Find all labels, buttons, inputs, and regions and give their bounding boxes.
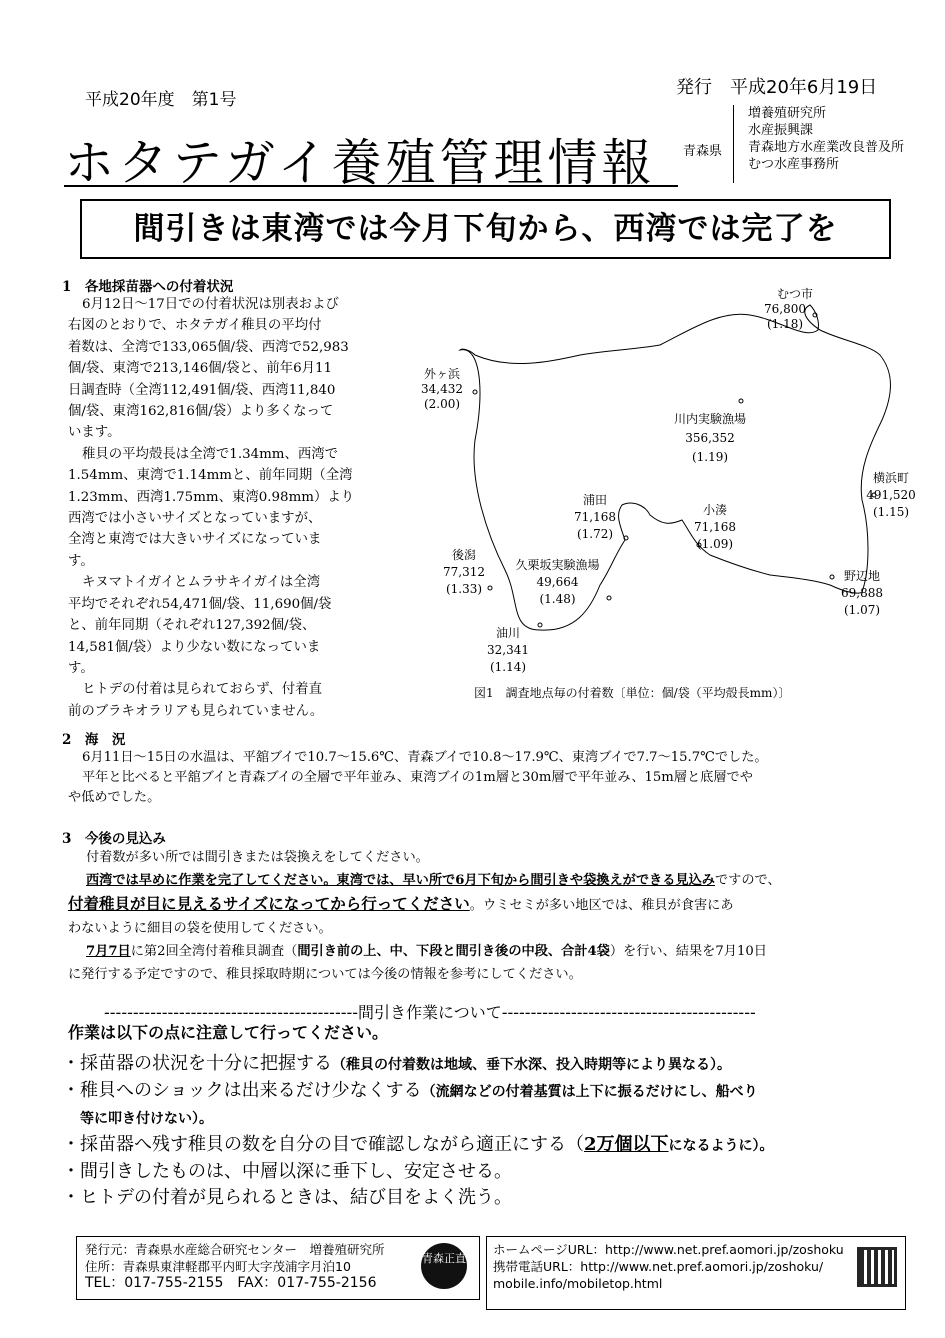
map-caption: 図1 調査地点毎の付着数〔単位：個/袋（平均殻長mm）〕 — [474, 686, 791, 700]
site-count: 356,352 — [685, 431, 735, 445]
site-size: (1.48) — [539, 592, 576, 606]
section3-body — [68, 846, 918, 986]
site-marker — [739, 399, 743, 403]
mobile-link[interactable]: 携帯電話URL：http://www.net.pref.aomori.jp/zoshoku/ — [493, 1259, 824, 1274]
text-line: ヒトデの付着は見られておらず、付着直 — [82, 682, 322, 698]
site-label-noheji — [830, 568, 894, 619]
site-count: 71,168 — [574, 510, 616, 524]
site-size: (1.09) — [696, 537, 734, 551]
bullet-text: ・採苗器へ残す稚貝の数を自分の目で確認しながら適正にする（ — [62, 1134, 584, 1155]
site-name: 外ヶ浜 — [423, 367, 460, 381]
emphasis-text: 付着稚貝が目に見えるサイズになってから行ってください — [68, 894, 470, 913]
emphasis-text: 2万個以下 — [584, 1134, 669, 1155]
text-line: わないように細目の袋を使用してください。 — [68, 921, 332, 936]
site-label-urata — [565, 492, 625, 543]
prefecture-label: 青森県 — [683, 144, 723, 159]
publish-date: 発行 平成20年6月19日 — [676, 77, 878, 98]
site-size: (2.00) — [423, 397, 461, 411]
site-marker — [473, 390, 477, 394]
site-size: (1.72) — [576, 527, 614, 541]
emphasis-text: 間引き前の上、中、下段と間引き後の中段、合計4袋 — [297, 944, 610, 959]
bullet-item — [62, 1132, 922, 1159]
bullet-note: （流網などの付着基質は上下に振るだけにし、船べり — [421, 1084, 758, 1100]
text-line: キヌマトイガイとムラサキイガイは全湾 — [82, 575, 321, 591]
bullet-note: （稚貝の付着数は地域、垂下水深、投入時期等により異なる）。 — [332, 1057, 731, 1073]
text-span: に第2回全湾付着稚貝調査（ — [130, 944, 298, 959]
footer-line: 発行元：青森県水産総合研究センター 増養殖研究所 — [85, 1242, 385, 1257]
text-line: 平均でそれぞれ54,471個/袋、11,690個/袋 — [68, 596, 332, 612]
text-line: 付着数が多い所では間引きまたは袋換えをしてください。 — [86, 850, 429, 865]
footer-publisher — [76, 1236, 480, 1300]
text-line: 平年と比べると平舘ブイと青森ブイの全層で平年並み、東湾ブイの1m層と30m層で平年並み、15m層と底層でや — [82, 770, 753, 785]
text-line: や低めでした。 — [68, 790, 161, 805]
bullet-text: ・採苗器の状況を十分に把握する — [62, 1053, 332, 1074]
site-count: 32,341 — [487, 643, 529, 657]
text-line: 西湾では小さいサイズとなっていますが、 — [68, 511, 322, 527]
site-name: 野辺地 — [843, 569, 880, 583]
bullet-note: になるように）。 — [668, 1138, 774, 1154]
text-line: 1.23mm、西湾1.75mm、東湾0.98mm）より — [68, 489, 355, 505]
text-line: 着数は、全湾で133,065個/袋、西湾で52,983 — [68, 339, 349, 355]
site-count: 77,312 — [443, 565, 485, 579]
site-count: 76,800 — [764, 302, 806, 316]
work-intro: 作業は以下の点に注意して行ってください。 — [68, 1023, 389, 1042]
publisher-list — [733, 105, 924, 183]
org-line: 増養殖研究所 — [748, 106, 827, 121]
text-line — [68, 892, 918, 917]
site-label-mutsu — [760, 287, 830, 332]
site-size: (1.15) — [872, 505, 910, 519]
site-name: 横浜町 — [872, 471, 909, 485]
text-line: 右図のとおりで、ホタテガイ稚貝の平均付 — [68, 318, 322, 334]
text-line — [68, 869, 918, 892]
site-size: (1.18) — [766, 317, 804, 331]
bullet-text: ・稚貝へのショックは出来るだけ少なくする — [62, 1080, 422, 1101]
site-label-aburakawa — [480, 625, 536, 676]
site-size: (1.07) — [843, 603, 881, 617]
mobile-link-cont[interactable]: mobile.info/mobiletop.html — [493, 1276, 663, 1291]
site-name: 後潟 — [451, 548, 476, 562]
site-count: 69,888 — [841, 586, 883, 600]
bullet-item: ・間引きしたものは、中層以深に垂下し、安定させる。 — [62, 1161, 512, 1182]
site-label-kuriyasaka — [505, 557, 610, 608]
work-bullets — [62, 1051, 922, 1211]
org-line: 水産振興課 — [748, 123, 814, 138]
section1-body — [68, 294, 388, 722]
text-line: す。 — [68, 660, 94, 676]
site-count: 491,520 — [866, 488, 916, 502]
text-line: 6月11日～15日の水温は、平舘ブイで10.7～15.6℃、青森ブイで10.8～17.9℃、東湾ブイで7.7～15.7℃でした。 — [82, 750, 768, 765]
text-line: 日調査時（全湾112,491個/袋、西湾11,840 — [68, 382, 336, 398]
footer-line: TEL：017-755-2155 FAX：017-755-2156 — [85, 1275, 377, 1291]
qr-code-icon[interactable] — [857, 1247, 897, 1287]
text-line: 14,581個/袋）より少ない数になっていま — [68, 639, 321, 655]
seal-logo-icon: 青森正直 — [421, 1243, 467, 1289]
text-line: 1.54mm、東湾で1.14mmと、前年同期（全湾 — [68, 468, 353, 484]
site-name: 油川 — [495, 626, 520, 640]
emphasis-text: 西湾では早めに作業を完了してください。東湾では、早い所で6月下旬から間引きや袋換えができる見込み — [86, 873, 715, 888]
bullet-item — [62, 1105, 922, 1132]
footer-line: 住所：青森県東津軽郡平内町大字茂浦字月泊10 — [85, 1259, 351, 1274]
headline-box: 間引きは東湾では今月下旬から、西湾では完了を — [80, 199, 891, 259]
text-span: ）を行い、結果を7月10日 — [609, 944, 767, 959]
site-size: (1.14) — [489, 660, 527, 674]
bullet-item — [62, 1078, 922, 1105]
site-name: 浦田 — [582, 493, 607, 507]
site-count: 71,168 — [694, 520, 736, 534]
site-size: (1.33) — [445, 582, 483, 596]
bay-map — [400, 270, 920, 710]
section2-body — [68, 748, 918, 808]
section1-heading: 1 各地採苗器への付着状況 — [62, 279, 234, 295]
homepage-link[interactable]: ホームページURL：http://www.net.pref.aomori.jp/zoshoku — [493, 1242, 844, 1257]
site-size: (1.19) — [691, 450, 729, 464]
site-name: 川内実験漁場 — [673, 412, 746, 426]
site-label-kawauchi — [660, 410, 760, 467]
text-line: す。 — [68, 553, 94, 569]
text-line: 6月12日～17日での付着状況は別表および — [82, 297, 339, 312]
section2-heading: 2 海 況 — [62, 732, 126, 748]
site-name: 小湊 — [702, 503, 727, 517]
bullet-item: ・ヒトデの付着が見られるときは、結び目をよく洗う。 — [62, 1187, 512, 1208]
emphasis-text: 7月7日 — [86, 944, 131, 959]
bullet-item — [62, 1051, 922, 1078]
text-line — [68, 940, 918, 963]
text-line: います。 — [68, 425, 121, 441]
text-line: 前のブラキオラリアも見られていません。 — [68, 703, 324, 719]
newsletter-title: ホタテガイ養殖管理情報 — [64, 134, 656, 192]
section3-heading: 3 今後の見込み — [62, 831, 166, 847]
text-line: 全湾と東湾では大きいサイズになっていま — [68, 532, 322, 548]
text-line: 稚貝の平均殻長は全湾で1.34mm、西湾で — [82, 446, 339, 462]
site-count: 34,432 — [421, 382, 463, 396]
site-label-kominato — [680, 502, 750, 553]
work-divider: --------------------------------------------間引き作業について-------------------------------------------- — [104, 1003, 756, 1022]
text-span: ですので、 — [714, 873, 781, 888]
text-span: 。ウミセミが多い地区では、稚貝が食害にあ — [469, 898, 734, 913]
org-line: むつ水産事務所 — [748, 157, 840, 172]
bullet-note: 等に叩き付けない）。 — [80, 1111, 213, 1127]
text-line: 個/袋、東湾162,816個/袋）より多くなって — [68, 404, 334, 420]
site-label-ushirogata — [436, 547, 492, 598]
site-label-sotogahama — [414, 367, 470, 412]
text-line: 個/袋、東湾で213,146個/袋と、前年6月11 — [68, 361, 333, 377]
site-name: 久栗坂実験漁場 — [515, 558, 600, 572]
site-label-yokohama — [856, 470, 926, 521]
org-line: 青森地方水産業改良普及所 — [748, 140, 905, 155]
issue-number: 平成20年度 第1号 — [85, 90, 237, 110]
text-line: に発行する予定ですので、稚貝採取時期については今後の情報を参考にしてください。 — [68, 967, 582, 982]
site-marker — [538, 623, 542, 627]
footer-urls — [486, 1236, 906, 1310]
site-name: むつ市 — [776, 287, 813, 301]
site-count: 49,664 — [536, 575, 579, 589]
text-line: と、前年同期（それぞれ127,392個/袋、 — [68, 618, 316, 634]
title-rule — [64, 185, 678, 187]
